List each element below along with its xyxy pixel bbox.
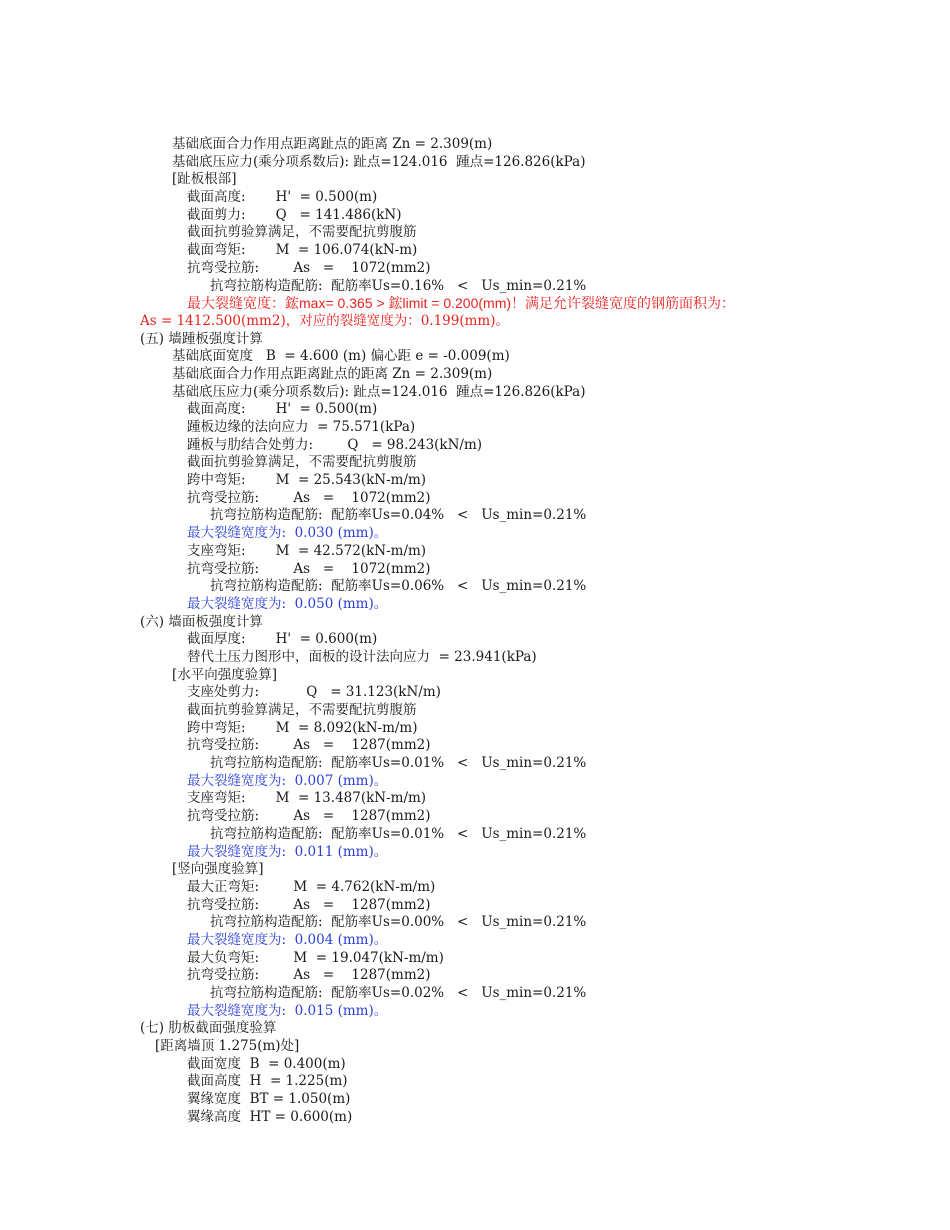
report-line: 截面宽度 B = 0.400(m) [187, 1055, 346, 1072]
report-line: 基础底面合力作用点距离趾点的距离 Zn = 2.309(m) [172, 365, 493, 382]
report-line: 截面弯矩: M = 106.074(kN-m) [187, 242, 418, 259]
report-line: 基础底面合力作用点距离趾点的距离 Zn = 2.309(m) [172, 136, 493, 152]
report-line: 抗弯拉筋构造配筋: 配筋率Us=0.00% < Us_min=0.21% [210, 914, 587, 931]
report-line: 翼缘高度 HT = 0.600(m) [187, 1108, 353, 1125]
report-line: 基础底压应力(乘分项系数后): 趾点=124.016 踵点=126.826(kPa) [172, 383, 586, 400]
report-line: (六) 墙面板强度计算 [140, 613, 263, 630]
report-line: 抗弯拉筋构造配筋: 配筋率Us=0.01% < Us_min=0.21% [210, 755, 587, 772]
report-line: 抗弯受拉筋: As = 1072(mm2) [187, 489, 431, 506]
report-line: [距离墙顶 1.275(m)处] [155, 1038, 300, 1055]
report-line: 截面高度: H' = 0.500(m) [187, 189, 378, 206]
report-line: [竖向强度验算] [172, 861, 264, 878]
report-line: 截面厚度: H' = 0.600(m) [187, 631, 378, 648]
report-line: 截面高度 H = 1.225(m) [187, 1073, 348, 1090]
report-line: 抗弯受拉筋: As = 1287(mm2) [187, 967, 431, 984]
crack-width-line: 最大裂缝宽度为: 0.015 (mm)。 [187, 1002, 388, 1019]
report-line: 抗弯受拉筋: As = 1072(mm2) [187, 560, 431, 577]
report-line: 最大正弯矩: M = 4.762(kN-m/m) [187, 878, 436, 895]
report-line: 跨中弯矩: M = 8.092(kN-m/m) [187, 719, 418, 736]
report-line: 跨中弯矩: M = 25.543(kN-m/m) [187, 472, 427, 489]
report-line: 截面抗剪验算满足，不需要配抗剪腹筋 [187, 454, 417, 471]
crack-width-line: 最大裂缝宽度为: 0.050 (mm)。 [187, 595, 388, 612]
report-line: 截面抗剪验算满足，不需要配抗剪腹筋 [187, 702, 417, 718]
report-line: 支座弯矩: M = 42.572(kN-m/m) [187, 542, 427, 559]
report-line: 抗弯拉筋构造配筋: 配筋率Us=0.01% < Us_min=0.21% [210, 825, 587, 842]
report-line: 截面高度: H' = 0.500(m) [187, 401, 378, 418]
report-line: 抗弯受拉筋: As = 1072(mm2) [187, 259, 431, 276]
report-line: 抗弯受拉筋: As = 1287(mm2) [187, 808, 431, 825]
report-line: 踵板边缘的法向应力 = 75.571(kPa) [187, 419, 416, 435]
report-line: 抗弯拉筋构造配筋: 配筋率Us=0.02% < Us_min=0.21% [210, 985, 587, 1001]
report-line: 支座弯矩: M = 13.487(kN-m/m) [187, 790, 427, 807]
report-line: 翼缘宽度 BT = 1.050(m) [187, 1091, 351, 1108]
report-line: 抗弯拉筋构造配筋: 配筋率Us=0.04% < Us_min=0.21% [210, 507, 587, 524]
report-line: 抗弯拉筋构造配筋: 配筋率Us=0.16% < Us_min=0.21% [210, 277, 587, 294]
report-line: [趾板根部] [172, 171, 237, 188]
report-line: [水平向强度验算] [172, 666, 278, 683]
report-line: 截面抗剪验算满足，不需要配抗剪腹筋 [187, 224, 417, 241]
warning-line: 最大裂缝宽度：鋐max= 0.365 > 鋐limit = 0.200(mm)！满足允许裂缝宽度的钢筋面积为： [187, 295, 736, 312]
report-line: 基础底面宽度 B = 4.600 (m) 偏心距 e = -0.009(m) [172, 348, 510, 365]
crack-width-line: 最大裂缝宽度为: 0.007 (mm)。 [187, 772, 388, 789]
crack-width-line: 最大裂缝宽度为: 0.011 (mm)。 [187, 843, 388, 860]
report-line: 支座处剪力: Q = 31.123(kN/m) [187, 684, 441, 701]
report-line: 基础底压应力(乘分项系数后): 趾点=124.016 踵点=126.826(kPa) [172, 153, 586, 170]
crack-width-line: 最大裂缝宽度为: 0.030 (mm)。 [187, 525, 388, 542]
report-line: 抗弯拉筋构造配筋: 配筋率Us=0.06% < Us_min=0.21% [210, 578, 587, 595]
report-line: 截面剪力: Q = 141.486(kN) [187, 206, 402, 223]
calculation-report [0, 136, 950, 1127]
report-line: (七) 肋板截面强度验算 [140, 1020, 277, 1037]
report-line: (五) 墙踵板强度计算 [140, 330, 263, 347]
report-line: 踵板与肋结合处剪力: Q = 98.243(kN/m) [187, 436, 483, 453]
crack-width-line: 最大裂缝宽度为: 0.004 (mm)。 [187, 931, 388, 948]
report-line: 抗弯受拉筋: As = 1287(mm2) [187, 896, 431, 913]
report-line: 替代土压力图形中，面板的设计法向应力 = 23.941(kPa) [187, 648, 537, 665]
warning-line: As = 1412.500(mm2)，对应的裂缝宽度为：0.199(mm)。 [140, 312, 509, 329]
report-line: 抗弯受拉筋: As = 1287(mm2) [187, 737, 431, 754]
report-line: 最大负弯矩: M = 19.047(kN-m/m) [187, 949, 444, 966]
